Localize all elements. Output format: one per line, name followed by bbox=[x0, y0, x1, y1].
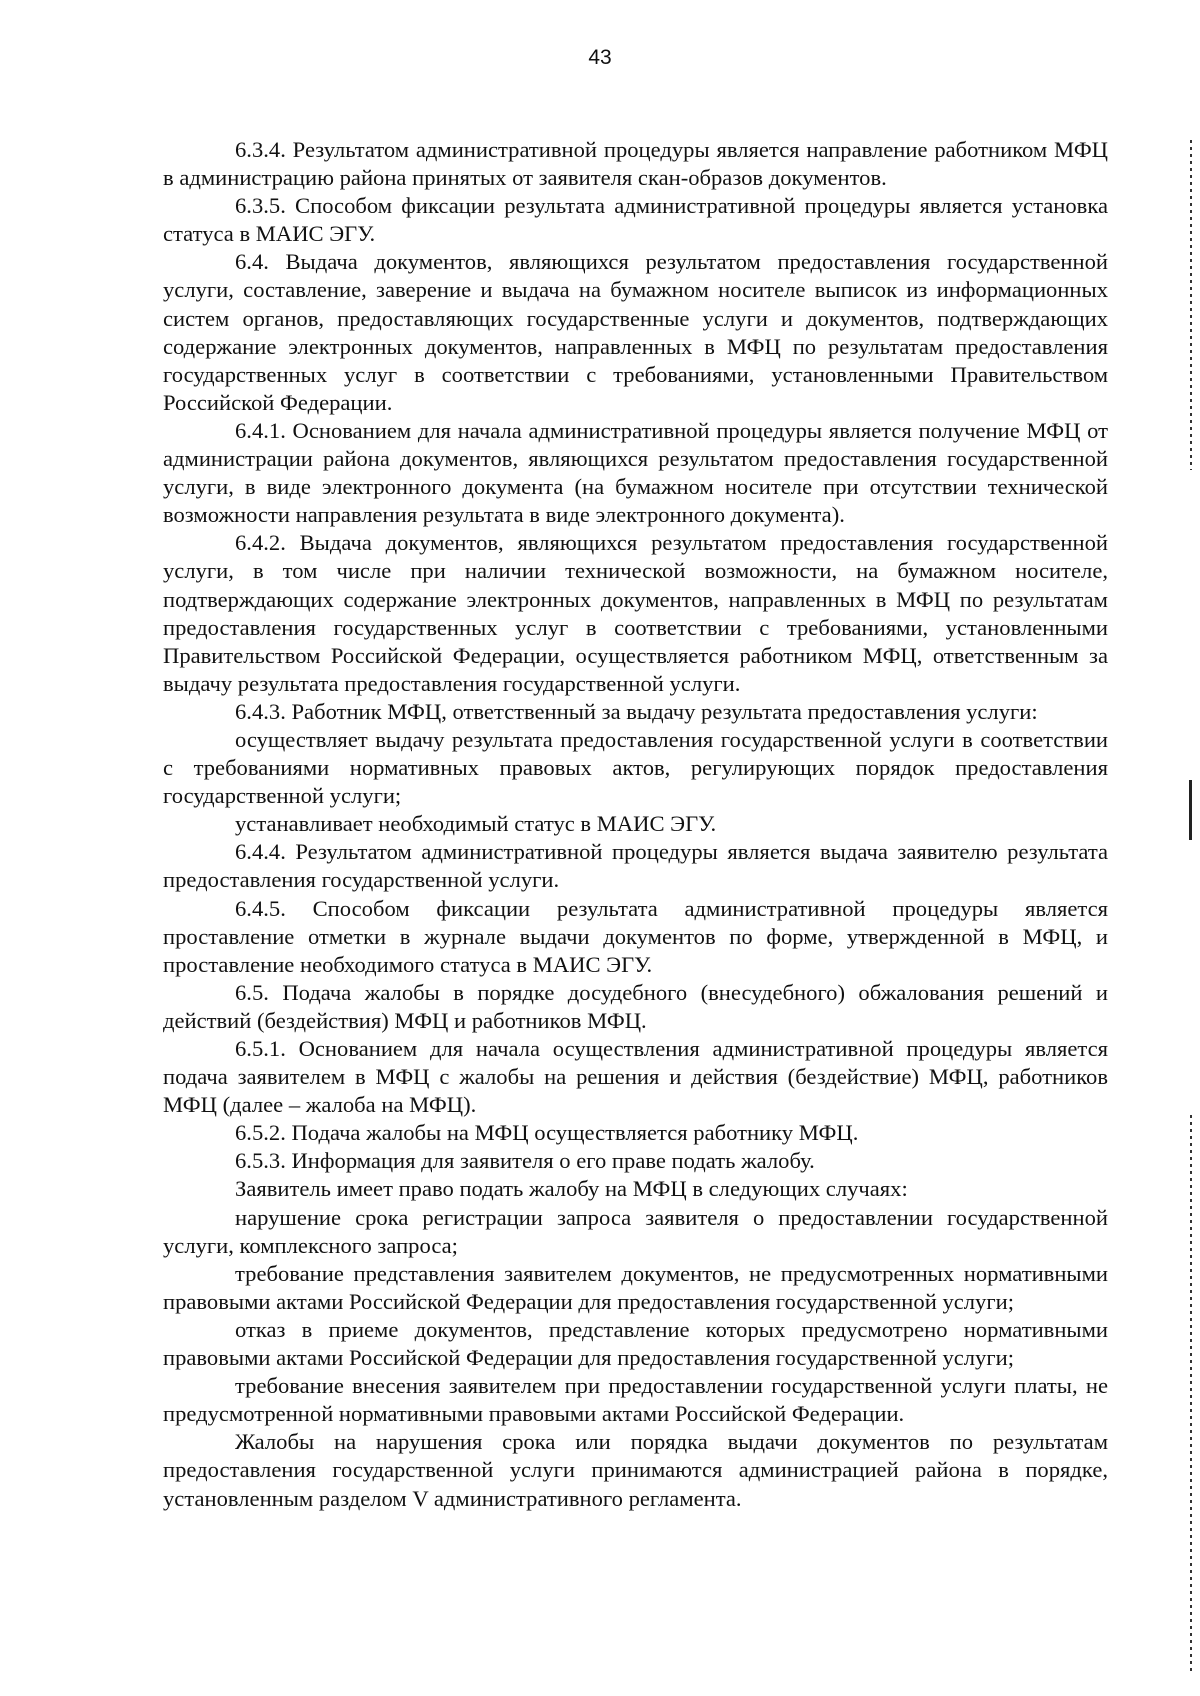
scan-edge-mark-top bbox=[1190, 140, 1192, 470]
paragraph-6-5-3: 6.5.3. Информация для заявителя о его праве подать жалобу. bbox=[235, 1148, 815, 1174]
page-number: 43 bbox=[588, 46, 612, 69]
paragraph-6-5-1: 6.5.1. Основанием для начала осуществления административной процедуры является подача заявителем в МФЦ с жалобы на решения и действия (бездействие) МФЦ, работников МФЦ (далее – жалоба на МФЦ). bbox=[163, 1036, 1108, 1118]
paragraph-6-4-3-item-2: устанавливает необходимый статус в МАИС ЭГУ. bbox=[235, 811, 717, 837]
paragraph-6-4-1: 6.4.1. Основанием для начала административной процедуры является получение МФЦ от администрации района документов, являющихся результатом предоставления государственной услуги, в виде электронного документа (на бумажном носителе при отсутствии технической возможности направления результата в виде электронного документа). bbox=[163, 417, 1108, 528]
paragraph-6-4-5: 6.4.5. Способом фиксации результата административной процедуры является проставление отметки в журнале выдачи документов по форме, утвержденной в МФЦ, и проставление необходимого статуса в МАИС ЭГУ. bbox=[163, 895, 1108, 977]
paragraph-6-4-2: 6.4.2. Выдача документов, являющихся результатом предоставления государственной услуги, в том числе при наличии технической возможности, на бумажном носителе, подтверждающих содержание электронных документов, направленных в МФЦ по результатам предоставления государственных услуг в соответствии с требованиями, установленными Правительством Российской Федерации, осуществляется работником МФЦ, ответственным за выдачу результата предоставления государственной услуги. bbox=[163, 530, 1108, 696]
paragraph-complaint-case-4: требование внесения заявителем при предоставлении государственной услуги платы, не предусмотренной нормативными правовыми актами Российской Федерации. bbox=[163, 1373, 1108, 1427]
paragraph-6-5-2: 6.5.2. Подача жалобы на МФЦ осуществляется работнику МФЦ. bbox=[235, 1120, 859, 1146]
paragraph-6-3-5: 6.3.5. Способом фиксации результата административной процедуры является установка статуса в МАИС ЭГУ. bbox=[163, 193, 1108, 247]
document-body bbox=[163, 136, 1108, 1513]
scan-edge-mark-middle bbox=[1189, 780, 1192, 840]
scan-edge-mark-bottom bbox=[1190, 1115, 1192, 1675]
paragraph-6-4-3: 6.4.3. Работник МФЦ, ответственный за выдачу результата предоставления услуги: bbox=[235, 698, 1038, 724]
paragraph-complaint-case-1: нарушение срока регистрации запроса заявителя о предоставлении государственной услуги, комплексного запроса; bbox=[163, 1204, 1108, 1258]
paragraph-6-4-4: 6.4.4. Результатом административной процедуры является выдача заявителю результата предоставления государственной услуги. bbox=[163, 839, 1108, 893]
paragraph-6-4-3-item-1: осуществляет выдачу результата предоставления государственной услуги в соответствии с требованиями нормативных правовых актов, регулирующих порядок предоставления государственной услуги; bbox=[163, 726, 1108, 809]
paragraph-6-3-4: 6.3.4. Результатом административной процедуры является направление работником МФЦ в администрацию района принятых от заявителя скан-образов документов. bbox=[163, 137, 1108, 191]
paragraph-complaint-case-2: требование представления заявителем документов, не предусмотренных нормативными правовыми актами Российской Федерации для предоставления государственной услуги; bbox=[163, 1260, 1108, 1314]
paragraph-complaint-case-3: отказ в приеме документов, представление которых предусмотрено нормативными правовыми актами Российской Федерации для предоставления государственной услуги; bbox=[163, 1316, 1108, 1371]
paragraph-6-5: 6.5. Подача жалобы в порядке досудебного (внесудебного) обжалования решений и действий (бездействия) МФЦ и работников МФЦ. bbox=[163, 979, 1108, 1033]
paragraph-complaints-final: Жалобы на нарушения срока или порядка выдачи документов по результатам предоставления государственной услуги принимаются администрацией района в порядке, установленным разделом V административного регламента. bbox=[163, 1429, 1108, 1511]
paragraph-complaint-cases-intro: Заявитель имеет право подать жалобу на МФЦ в следующих случаях: bbox=[235, 1176, 908, 1202]
paragraph-6-4: 6.4. Выдача документов, являющихся результатом предоставления государственной услуги, составление, заверение и выдача на бумажном носителе выписок из информационных систем органов, предоставляющих государственные услуги и документов, подтверждающих содержание электронных документов, направленных в МФЦ по результатам предоставления государственных услуг в соответствии с требованиями, установленными Правительством Российской Федерации. bbox=[163, 249, 1108, 415]
